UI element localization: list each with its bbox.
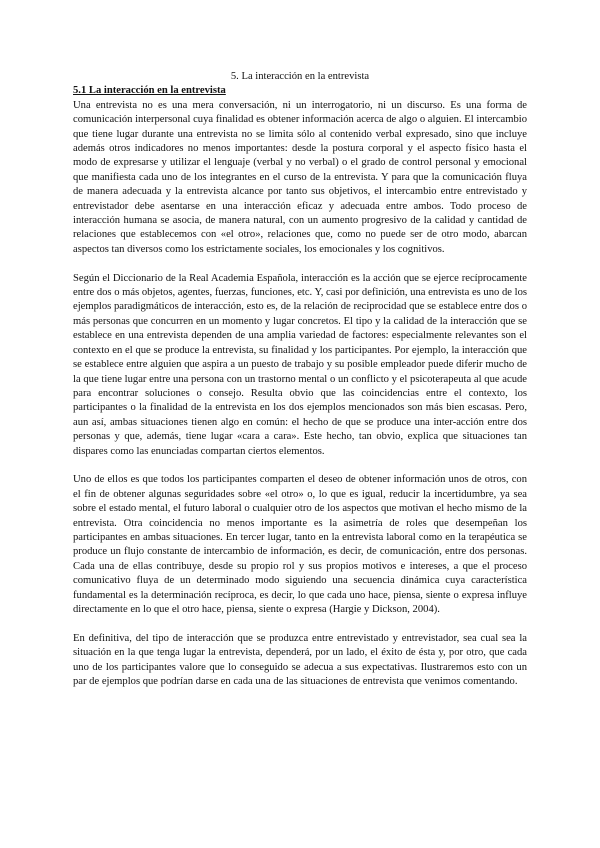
document-page <box>73 70 527 689</box>
page-header: 5. La interacción en la entrevista <box>230 71 370 82</box>
paragraph-3: Uno de ellos es que todos los participantes comparten el deseo de obtener información unos de otros, con el fin de obtener algunas seguridades sobre «el otro» o, lo que es igual, reducir la incertidumbre, ya sea sobre el estado mental, el futuro laboral o cualquier otro de los aspectos que motivan el hecho mismo de la entrevista. Otra coincidencia no menos importante es la asimetría de roles que desempeñan los participantes en ambas situaciones. En tercer lugar, tanto en la entrevista laboral como en la terapéutica se produce un flujo constante de intercambio de información, es decir, de comunicación, entre dos personas. Cada una de ellas contribuye, desde su propio rol y sus propios motivos e intereses, a que el proceso comunicativo fluya de un determinado modo siguiendo una secuencia dinámica cuya característica fundamental es la determinación recíproca, es decir, lo que cada uno hace, piensa, siente o expresa influye directamente en lo que el otro hace, piensa, siente o expresa (Hargie y Dickson, 2004). <box>73 474 527 615</box>
paragraph-2: Según el Diccionario de la Real Academia Española, interacción es la acción que se ejerce recíprocamente entre dos o más objetos, agentes, fuerzas, funciones, etc. Y, casi por definición, una entrevista es uno de los ejemplos paradigmáticos de interacción, esto es, de la relación de reciprocidad que se establece entre dos o más personas que concurren en un momento y lugar concretos. El tipo y la calidad de la interacción que se establece en una entrevista dependen de una amplia variedad de factores: especialmente relevantes son el contexto en el que se produce la entrevista, su finalidad y los participantes. Por ejemplo, la interacción que se establece entre alguien que aspira a un puesto de trabajo y su posible empleador puede diferir mucho de la que tiene lugar entre una persona con un trastorno mental o un conflicto y el psicoterapeuta al que acude para encontrar soluciones o consejo. Resulta obvio que las coincidencias entre el contexto, los participantes o la finalidad de la entrevista en los dos ejemplos mencionados son más bien escasas. Pero, aun así, ambas situaciones tienen algo en común: el hecho de que se produce una inter-acción entre dos personas y que, además, tiene lugar «cara a cara». Este hecho, tan obvio, explica que situaciones tan dispares como las enunciadas compartan ciertos elementos. <box>73 272 527 457</box>
paragraph-1: Una entrevista no es una mera conversación, ni un interrogatorio, ni un discurso. Es una forma de comunicación interpersonal cuya finalidad es obtener información acerca de algo o alguien. El intercambio que tiene lugar durante una entrevista no se limita sólo al contenido verbal expresado, sino que incluye además otros indicadores no menos importantes: desde la postura corporal y el aspecto físico hasta el modo de expresarse y utilizar el lenguaje (verbal y no verbal) o el grado de control personal y emocional que manifiesta cada uno de los integrantes en el curso de la entrevista. Y para que la comunicación fluya de manera adecuada y la entrevista alcance por tanto sus objetivos, el intercambio entre entrevistado y entrevistador debe asentarse en una interacción eficaz y adecuada entre ambos. Todo proceso de interacción humana se asocia, de manera natural, con un aumento progresivo de la calidad y cantidad de relaciones que establecemos con «el otro», relaciones que, como no puede ser de otro modo, abarcan aspectos tan diversos como los estrictamente sociales, los emocionales y los cognitivos. <box>73 99 527 255</box>
paragraph-4: En definitiva, del tipo de interacción que se produzca entre entrevistado y entrevistador, sea cual sea la situación en la que tenga lugar la entrevista, dependerá, por un lado, el éxito de ésta y, por otro, que cada uno de los participantes valore que lo conseguido se adecua a sus expectativas. Ilustraremos esto con un par de ejemplos que podrían darse en cada una de las situaciones de entrevista que venimos comentando. <box>73 632 527 688</box>
section-title: 5.1 La interacción en la entrevista <box>73 85 226 97</box>
